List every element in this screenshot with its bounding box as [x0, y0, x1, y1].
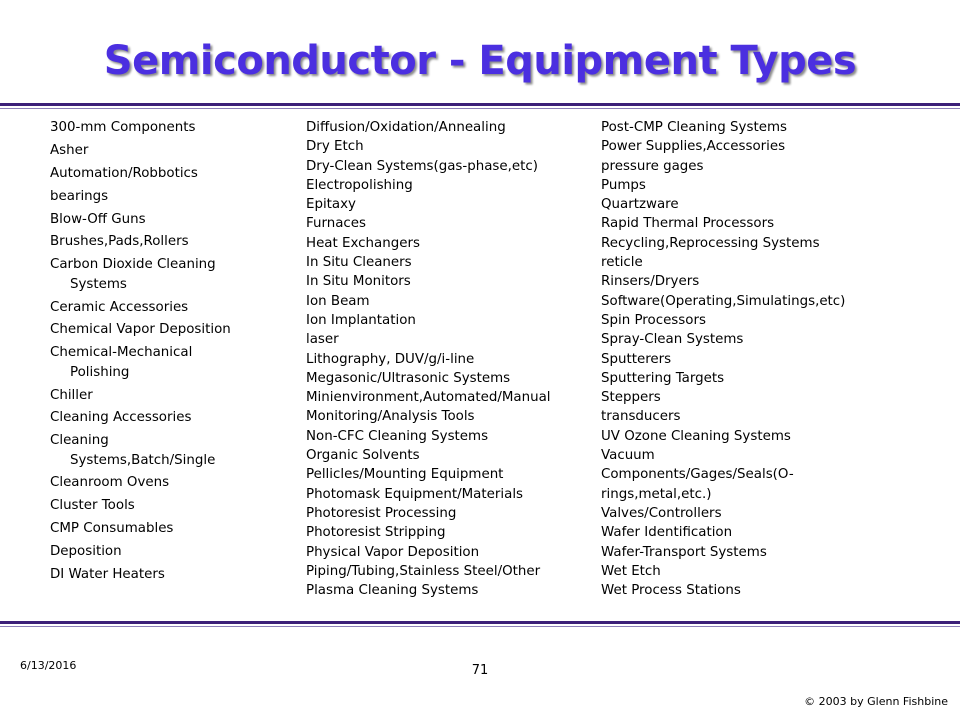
list-item — [50, 141, 275, 160]
item-continuation: Polishing — [70, 364, 130, 380]
list-item: Physical Vapor Deposition — [306, 544, 480, 560]
equipment-column-3 — [601, 118, 891, 600]
item-continuation: Systems — [70, 276, 127, 292]
list-item: Minienvironment,Automated/Manual — [306, 390, 551, 406]
item-text: Asher — [50, 142, 89, 158]
list-item — [50, 255, 275, 294]
list-item — [50, 232, 275, 251]
list-item: Wet Etch — [601, 563, 661, 579]
list-item: Rapid Thermal Processors — [601, 216, 775, 232]
item-text: bearings — [50, 188, 109, 204]
item-text: Chemical-Mechanical — [50, 345, 193, 361]
page-number: 71 — [471, 663, 489, 678]
list-item: rings,metal,etc.) — [601, 486, 712, 502]
list-item: Lithography, DUV/g/i-line — [306, 351, 475, 367]
list-item: Components/Gages/Seals(O- — [601, 467, 794, 483]
list-item — [50, 187, 275, 206]
top-divider — [0, 103, 960, 106]
list-item: Sputtering Targets — [601, 370, 725, 386]
list-item: Software(Operating,Simulatings,etc) — [601, 293, 846, 309]
list-item: Pumps — [601, 177, 646, 193]
list-item — [50, 210, 275, 229]
list-item: Power Supplies,Accessories — [601, 139, 786, 155]
list-item: Spin Processors — [601, 312, 706, 328]
list-item: Piping/Tubing,Stainless Steel/Other — [306, 563, 541, 579]
list-item: Steppers — [601, 390, 661, 406]
equipment-column-1 — [50, 118, 275, 588]
list-item: Ion Implantation — [306, 312, 416, 328]
top-divider-thin — [0, 108, 960, 109]
bottom-divider — [0, 621, 960, 624]
list-item: Photoresist Processing — [306, 505, 457, 521]
list-item — [50, 320, 275, 339]
list-item: Organic Solvents — [306, 448, 420, 464]
list-item: In Situ Monitors — [306, 274, 411, 290]
list-item: Photoresist Stripping — [306, 525, 446, 541]
bottom-divider-thin — [0, 626, 960, 627]
item-text: Deposition — [50, 544, 122, 560]
list-item: Wet Process Stations — [601, 583, 741, 599]
list-item: laser — [306, 332, 339, 348]
list-item — [50, 343, 275, 382]
list-item: Furnaces — [306, 216, 366, 232]
item-text: Brushes,Pads,Rollers — [50, 234, 189, 250]
list-item: Valves/Controllers — [601, 505, 722, 521]
list-item: Vacuum — [601, 448, 655, 464]
list-item — [50, 565, 275, 584]
list-item — [50, 386, 275, 405]
list-item — [50, 473, 275, 492]
item-text: CMP Consumables — [50, 521, 174, 537]
list-item — [50, 408, 275, 427]
item-text: DI Water Heaters — [50, 567, 165, 583]
list-item — [50, 298, 275, 317]
item-text: Cleaning Accessories — [50, 410, 192, 426]
item-text: Cluster Tools — [50, 498, 135, 514]
list-item: UV Ozone Cleaning Systems — [601, 428, 791, 444]
list-item: Monitoring/Analysis Tools — [306, 409, 475, 425]
item-text: Chiller — [50, 387, 93, 403]
list-item: Pellicles/Mounting Equipment — [306, 467, 504, 483]
list-item: Recycling,Reprocessing Systems — [601, 235, 820, 251]
item-text: 300-mm Components — [50, 120, 196, 135]
list-item: In Situ Cleaners — [306, 255, 412, 271]
list-item — [50, 542, 275, 561]
list-item: Wafer-Transport Systems — [601, 544, 767, 560]
item-text: Cleanroom Ovens — [50, 475, 170, 491]
list-item: Spray-Clean Systems — [601, 332, 744, 348]
list-item: Post-CMP Cleaning Systems — [601, 120, 787, 135]
list-item — [50, 496, 275, 515]
item-text: Ceramic Accessories — [50, 299, 189, 315]
list-item: pressure gages — [601, 158, 704, 174]
list-item — [50, 519, 275, 538]
list-item: Electropolishing — [306, 177, 413, 193]
list-item: reticle — [601, 255, 643, 271]
list-item: Non-CFC Cleaning Systems — [306, 428, 489, 444]
list-item: Photomask Equipment/Materials — [306, 486, 524, 502]
item-text: Carbon Dioxide Cleaning — [50, 257, 216, 273]
list-item: Epitaxy — [306, 197, 356, 213]
list-item: Dry-Clean Systems(gas-phase,etc) — [306, 158, 538, 174]
list-item: Dry Etch — [306, 139, 364, 155]
list-item: Ion Beam — [306, 293, 370, 309]
list-item: transducers — [601, 409, 681, 425]
list-item: Megasonic/Ultrasonic Systems — [306, 370, 511, 386]
item-text: Chemical Vapor Deposition — [50, 322, 231, 338]
list-item — [50, 118, 275, 137]
item-continuation: Systems,Batch/Single — [70, 452, 216, 468]
slide-title: Semiconductor - Equipment Types — [103, 38, 857, 84]
item-text: Automation/Robbotics — [50, 165, 198, 181]
list-item: Diffusion/Oxidation/Annealing — [306, 120, 506, 135]
list-item: Rinsers/Dryers — [601, 274, 700, 290]
item-text: Cleaning — [50, 433, 109, 449]
list-item: Plasma Cleaning Systems — [306, 583, 479, 599]
list-item — [50, 164, 275, 183]
copyright-notice: © 2003 by Glenn Fishbine — [804, 695, 948, 708]
list-item: Heat Exchangers — [306, 235, 420, 251]
list-item: Quartzware — [601, 197, 679, 213]
equipment-column-2 — [306, 118, 576, 600]
list-item: Sputterers — [601, 351, 672, 367]
list-item: Wafer Identification — [601, 525, 733, 541]
item-text: Blow-Off Guns — [50, 211, 146, 227]
footer-date: 6/13/2016 — [20, 659, 77, 672]
list-item — [50, 431, 275, 470]
